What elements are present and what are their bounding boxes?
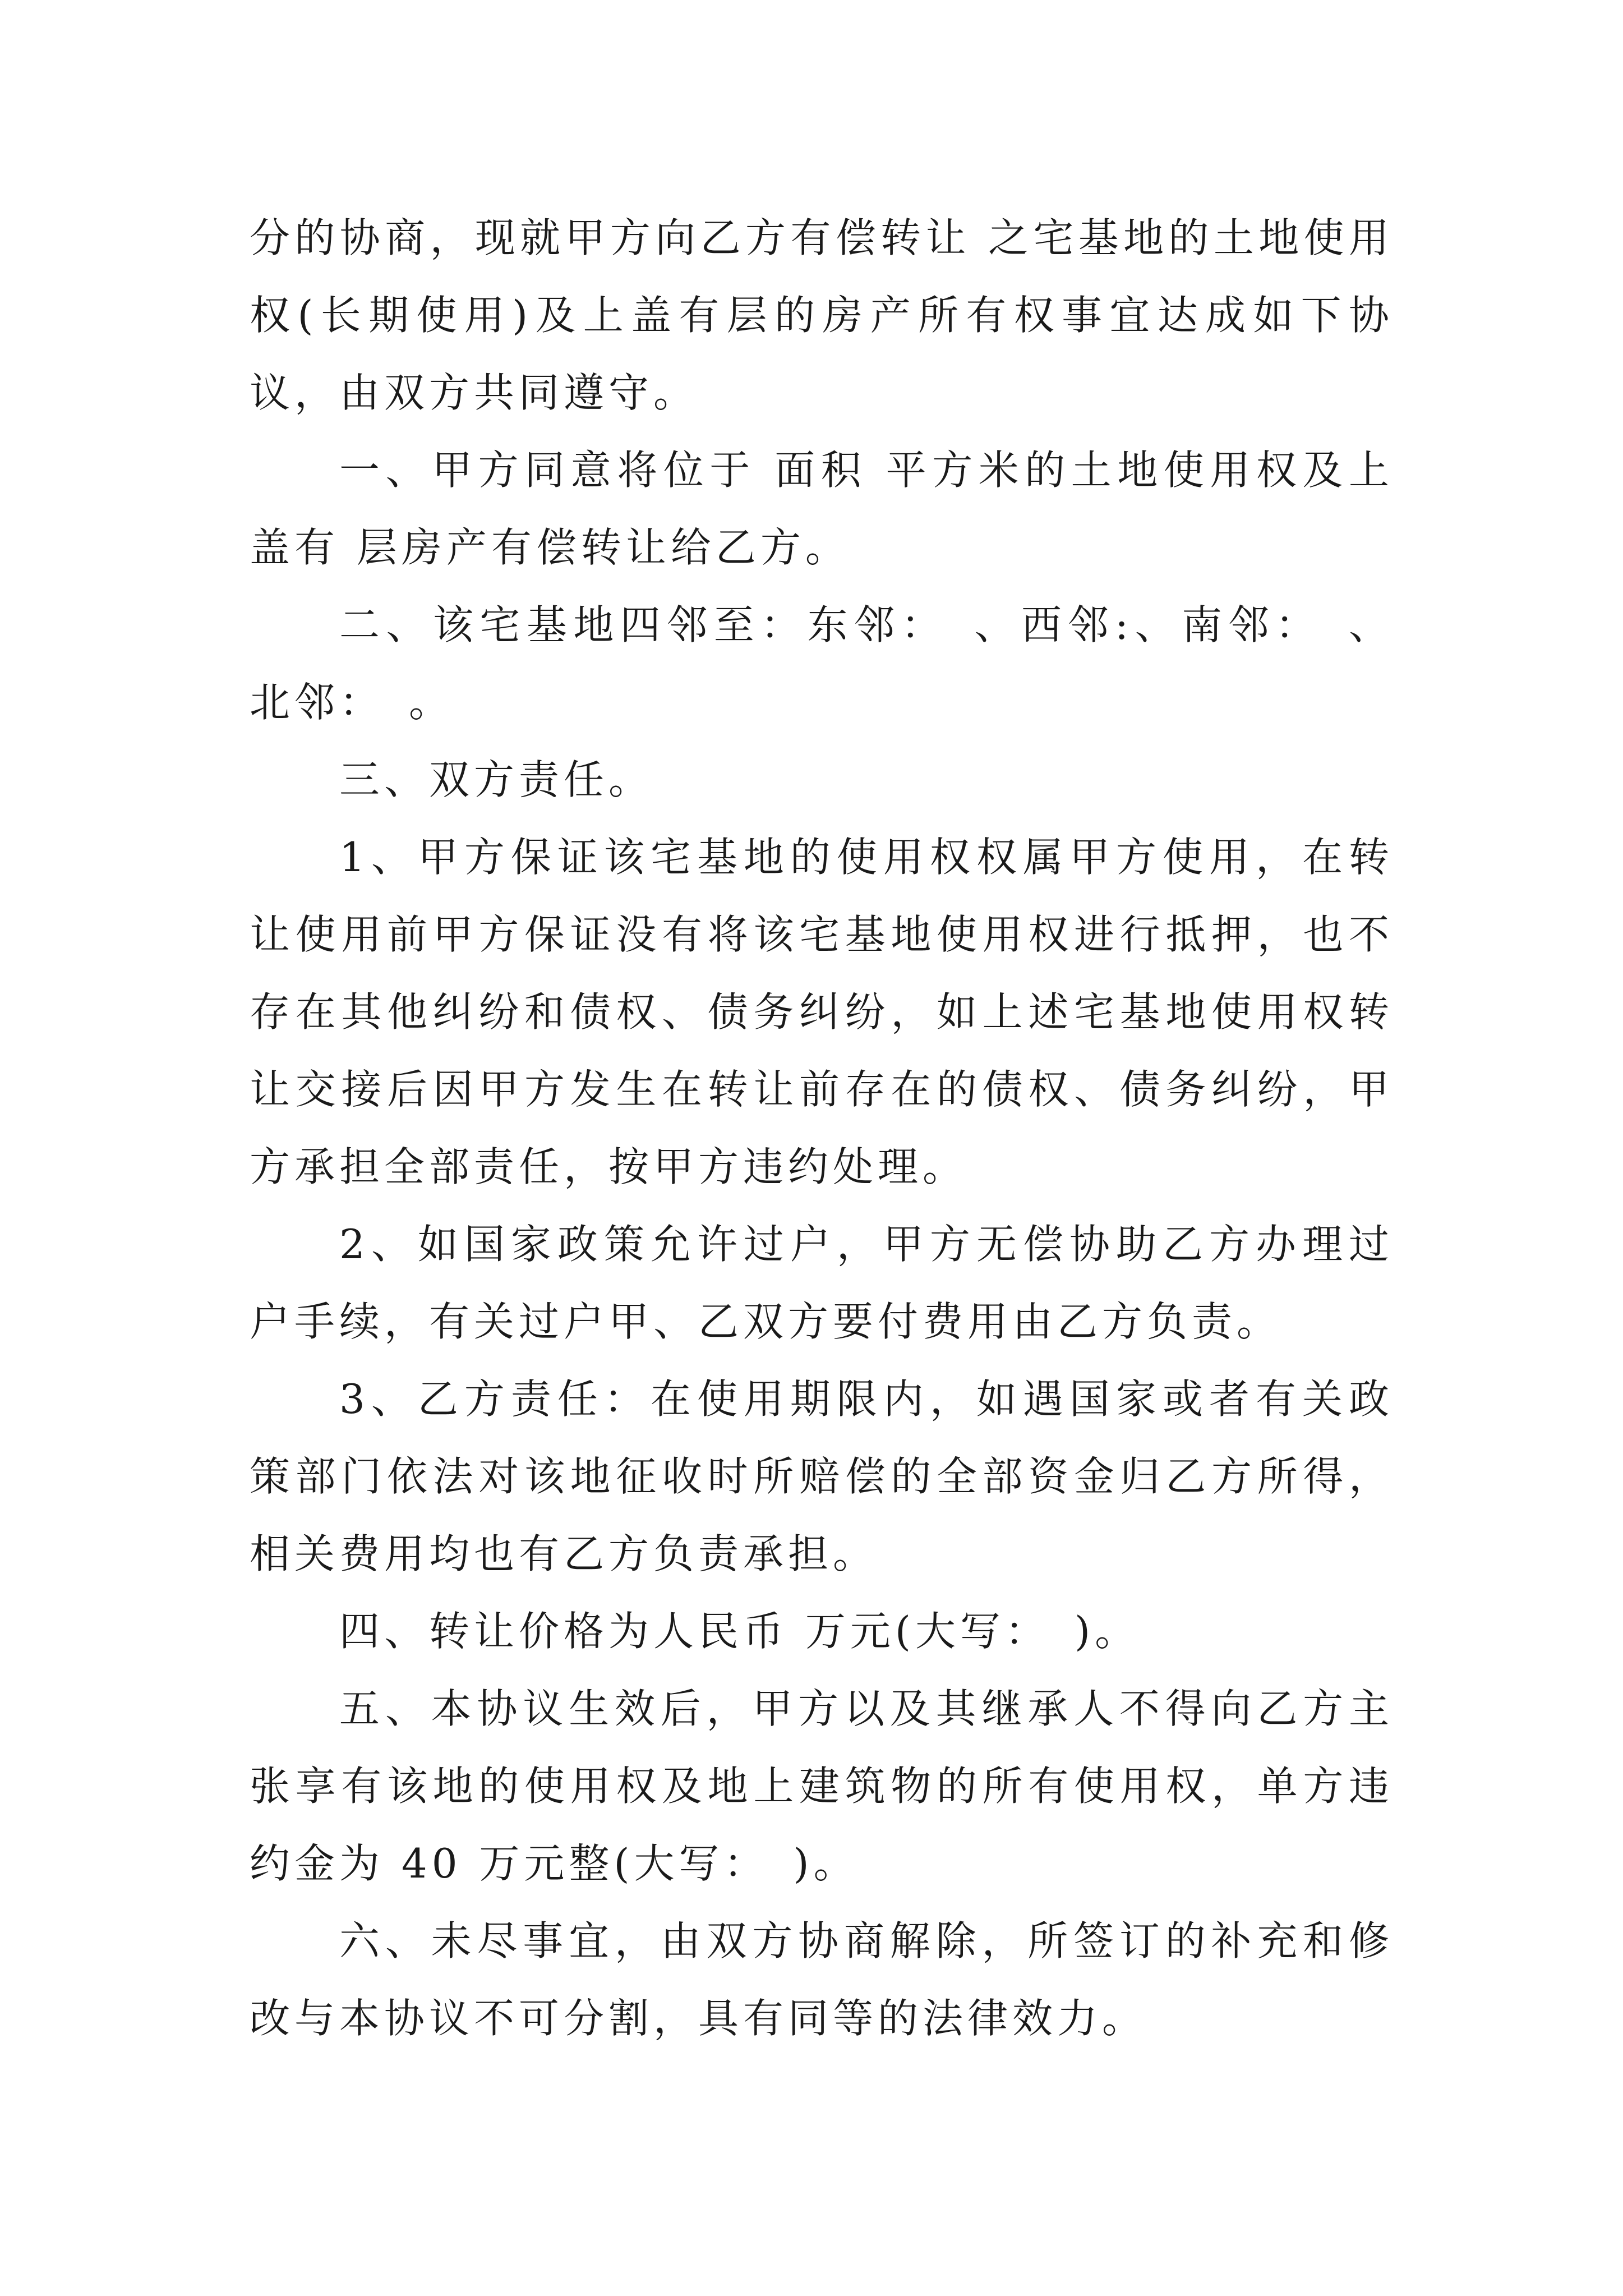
- paragraph-clause-1: 一、甲方同意将位于 面积 平方米的土地使用权及上盖有 层房产有偿转让给乙方。: [250, 447, 1394, 571]
- paragraph-clause-4: 四、转让价格为人民币 万元(大写： )。: [339, 1608, 1140, 1655]
- paragraph-clause-3-item-3: 3、乙方责任：在使用期限内，如遇国家或者有关政策部门依法对该地征收时所赔偿的全部资金归乙方所得，相关费用均也有乙方负责承担。: [250, 1375, 1394, 1577]
- paragraph-clause-5: 五、本协议生效后，甲方以及其继承人不得向乙方主张享有该地的使用权及地上建筑物的所有使用权，单方违约金为 40 万元整(大写： )。: [250, 1685, 1394, 1887]
- document-body: [250, 199, 1394, 2057]
- paragraph-clause-2: 二、该宅基地四邻至：东邻： 、西邻:、南邻： 、北邻： 。: [250, 601, 1394, 726]
- paragraph-clause-3-item-2: 2、如国家政策允许过户，甲方无偿协助乙方办理过户手续，有关过户甲、乙双方要付费用由乙方负责。: [250, 1221, 1394, 1345]
- paragraph-clause-3-item-1: 1、甲方保证该宅基地的使用权权属甲方使用，在转让使用前甲方保证没有将该宅基地使用权进行抵押，也不存在其他纠纷和债权、债务纠纷，如上述宅基地使用权转让交接后因甲方发生在转让前存在的债权、债务纠纷，甲方承担全部责任，按甲方违约处理。: [250, 834, 1394, 1190]
- paragraph-clause-3-heading: 三、双方责任。: [339, 756, 654, 803]
- paragraph-clause-6: 六、未尽事宜，由双方协商解除，所签订的补充和修改与本协议不可分割，具有同等的法律效力。: [250, 1917, 1394, 2042]
- paragraph-intro-continuation: 分的协商，现就甲方向乙方有偿转让 之宅基地的土地使用权(长期使用)及上盖有层的房产所有权事宜达成如下协议，由双方共同遵守。: [250, 214, 1394, 416]
